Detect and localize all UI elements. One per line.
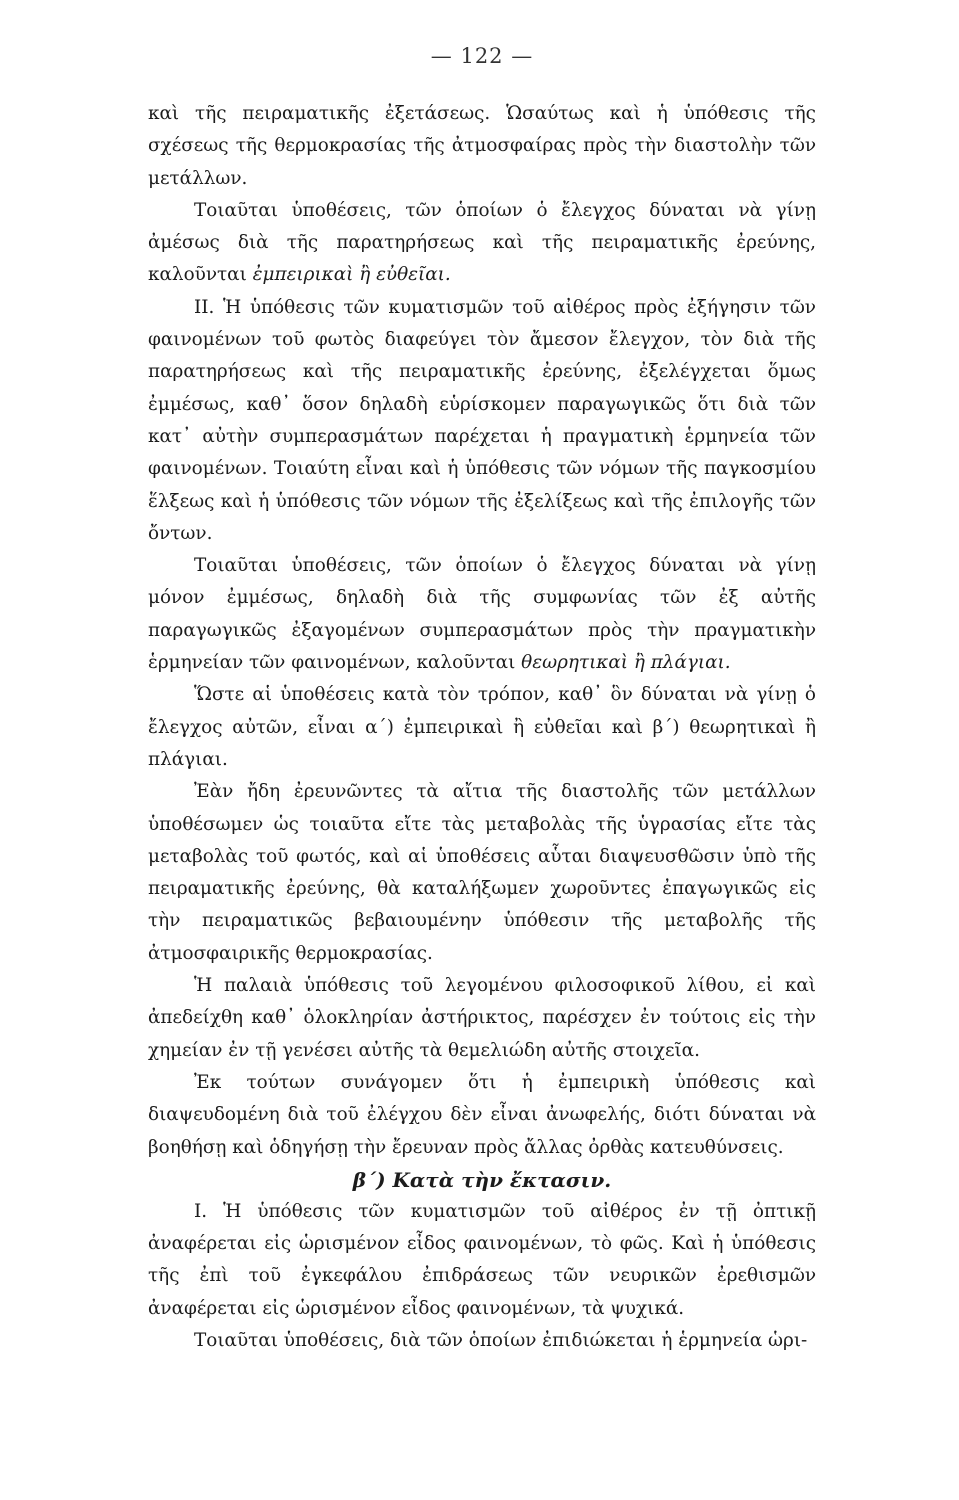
paragraph: Ἡ παλαιὰ ὑπόθεσις τοῦ λεγομένου φιλοσοφικοῦ λίθου, εἰ καὶ ἀπεδείχθη καθ᾿ ὁλοκληρίαν ἀστήρικτος, παρέσχεν ἐν τούτοις εἰς τὴν χημείαν ἐν τῇ γενέσει αὐτῆς τὰ θεμελιώδη αὐτῆς στοιχεῖα. bbox=[148, 975, 816, 1061]
paragraph: Τοιαῦται ὑποθέσεις, διὰ τῶν ὁποίων ἐπιδιώκεται ἡ ἑρμηνεία ὡρι- bbox=[194, 1329, 808, 1351]
paragraph: ΙΙ. Ἡ ὑπόθεσις τῶν κυματισμῶν τοῦ αἰθέρος πρὸς ἐξήγησιν τῶν φαινομένων τοῦ φωτὸς διαφεύγει τὸν ἄμεσον ἔλεγχον, τὸν διὰ τῆς παρατηρήσεως καὶ τῆς πειραματικῆς ἐρεύνης, ἐξελέγχεται ὅμως ἐμμέσως, καθ᾿ ὅσον δηλαδὴ εὑρίσκομεν παραγωγικῶς ὅτι διὰ τῶν κατ᾿ αὐτὴν συμπερασμάτων παρέχεται ἡ πραγματικὴ ἑρμηνεία τῶν φαινομένων. Τοιαύτη εἶναι καὶ ἡ ὑπόθεσις τῶν νόμων τῆς παγκοσμίου ἕλξεως καὶ ἡ ὑπόθεσις τῶν νόμων τῆς ἐξελίξεως καὶ τῆς ἐπιλογῆς τῶν ὄντων. bbox=[148, 296, 816, 544]
body-text bbox=[148, 98, 816, 1357]
paragraph-text: Τοιαῦται ὑποθέσεις, τῶν ὁποίων ὁ ἔλεγχος δύναται νὰ γίνῃ μόνον ἐμμέσως, δηλαδὴ διὰ τῆς συμφωνίας τῶν ἐξ αὐτῆς παραγωγικῶς ἐξαγομένων συμπερασμάτων πρὸς τὴν πραγματικὴν ἑρμηνείαν τῶν φαινομένων, καλοῦνται bbox=[148, 555, 816, 674]
paragraph: Ἐὰν ἤδη ἐρευνῶντες τὰ αἴτια τῆς διαστολῆς τῶν μετάλλων ὑποθέσωμεν ὡς τοιαῦτα εἴτε τὰς μεταβολὰς τῆς ὑγρασίας εἴτε τὰς μεταβολὰς τοῦ φωτός, καὶ αἱ ὑποθέσεις αὗται διαψευσθῶσιν ὑπὸ τῆς πειραματικῆς ἐρεύνης, θὰ καταλήξωμεν χωροῦντες ἐπαγωγικῶς εἰς τὴν πειραματικῶς βεβαιουμένην ὑπόθεσιν τῆς μεταβολῆς τῆς ἀτμοσφαιρικῆς θερμοκρασίας. bbox=[148, 781, 816, 964]
page-number: — 122 — bbox=[430, 44, 534, 68]
paragraph: Ἐκ τούτων συνάγομεν ὅτι ἡ ἐμπειρικὴ ὑπόθεσις καὶ διαψευδομένη διὰ τοῦ ἐλέγχου δὲν εἶναι ἀνωφελής, διότι δύναται νὰ βοηθήσῃ καὶ ὁδηγήσῃ τὴν ἔρευναν πρὸς ἄλλας ὀρθὰς κατευθύνσεις. bbox=[148, 1071, 816, 1158]
book-page bbox=[148, 40, 816, 1357]
paragraph bbox=[148, 550, 816, 679]
paragraph-text: Τοιαῦται ὑποθέσεις, τῶν ὁποίων ὁ ἔλεγχος δύναται νὰ γίνῃ ἀμέσως διὰ τῆς παρατηρήσεως καὶ τῆς πειραματικῆς ἐρεύνης, καλοῦνται bbox=[148, 199, 816, 286]
paragraph: Ὥστε αἱ ὑποθέσεις κατὰ τὸν τρόπον, καθ᾿ ὃν δύναται νὰ γίνῃ ὁ ἔλεγχος αὐτῶν, εἶναι α´) ἐμπειρικαὶ ἢ εὐθεῖαι καὶ β´) θεωρητικαὶ ἢ πλάγιαι. bbox=[148, 684, 816, 770]
paragraph bbox=[148, 195, 816, 292]
italic-term: ἐμπειρικαὶ ἢ εὐθεῖαι. bbox=[252, 264, 451, 286]
paragraph: Ι. Ἡ ὑπόθεσις τῶν κυματισμῶν τοῦ αἰθέρος ἐν τῇ ὀπτικῇ ἀναφέρεται εἰς ὡρισμένον εἶδος φαινομένων, τὸ φῶς. Καὶ ἡ ὑπόθεσις τῆς ἐπὶ τοῦ ἐγκεφάλου ἐπιδράσεως τῶν νευρικῶν ἐρεθισμῶν ἀναφέρεται εἰς ὡρισμένον εἶδος φαινομένων, τὰ ψυχικά. bbox=[148, 1200, 816, 1319]
paragraph: καὶ τῆς πειραματικῆς ἐξετάσεως. Ὡσαύτως καὶ ἡ ὑπόθεσις τῆς σχέσεως τῆς θερμοκρασίας τῆς ἀτμοσφαίρας πρὸς τὴν διαστολὴν τῶν μετάλλων. bbox=[148, 103, 816, 189]
section-heading: β´) Κατὰ τὴν ἔκτασιν. bbox=[352, 1167, 612, 1192]
italic-term: θεωρητικαὶ ἢ πλάγιαι. bbox=[521, 652, 731, 674]
